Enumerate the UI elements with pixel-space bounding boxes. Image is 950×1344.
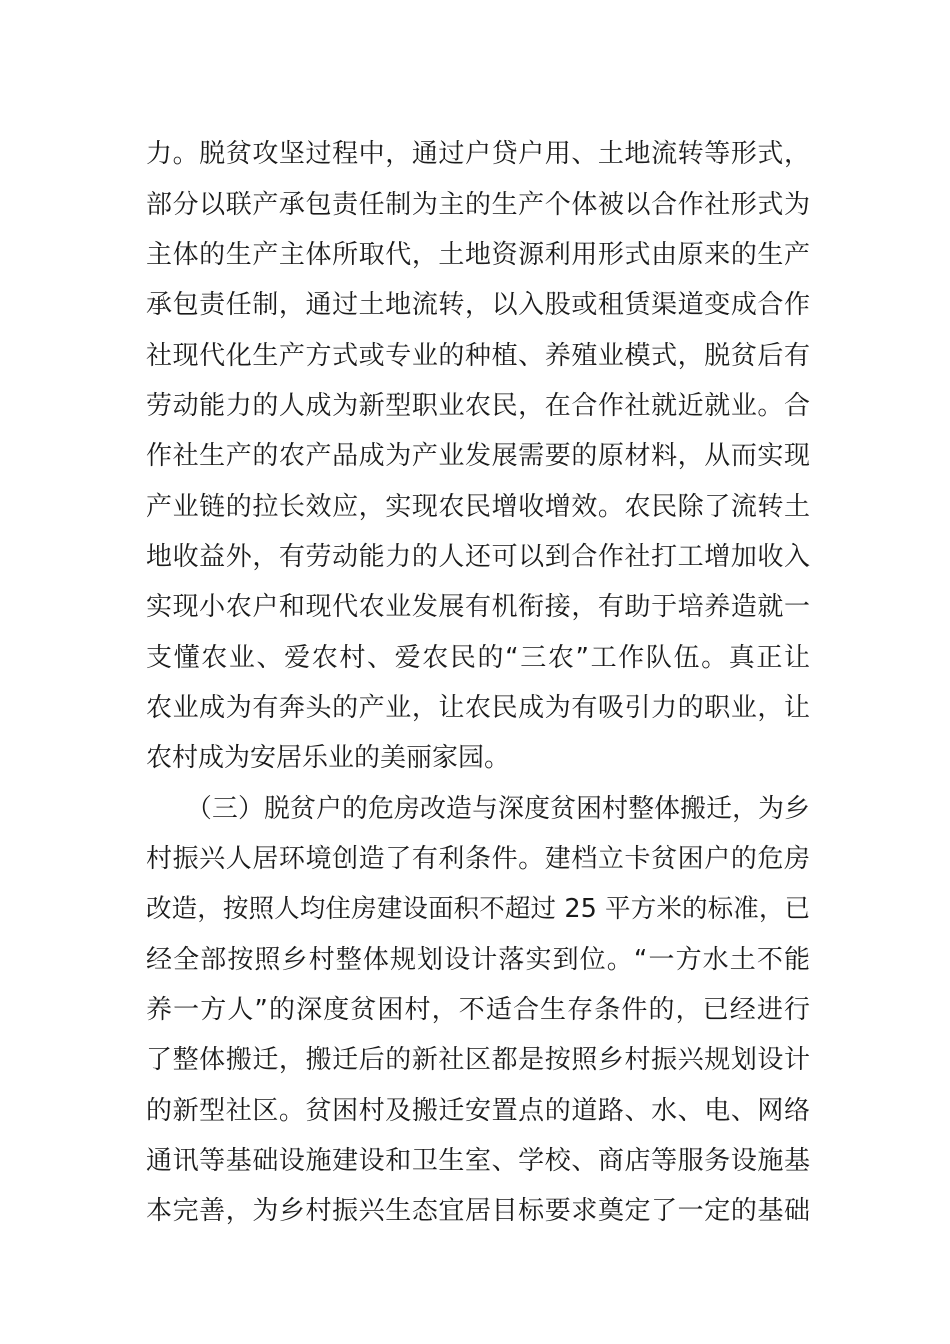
paragraph-line: 部分以联产承包责任制为主的生产个体被以合作社形式为	[146, 190, 810, 220]
paragraph-line: （三）脱贫户的危房改造与深度贫困村整体搬迁，为乡	[186, 794, 810, 824]
paragraph-line: 主体的生产主体所取代，土地资源利用形式由原来的生产	[146, 240, 810, 270]
paragraph-line: 农业成为有奔头的产业，让农民成为有吸引力的职业，让	[146, 693, 810, 723]
paragraph-line: 养一方人”的深度贫困村，不适合生存条件的，已经进行	[146, 995, 810, 1025]
paragraph-line: 支懂农业、爱农村、爱农民的“三农”工作队伍。真正让	[146, 643, 810, 673]
paragraph-line: 承包责任制，通过土地流转，以入股或租赁渠道变成合作	[146, 290, 810, 320]
paragraph-line: 作社生产的农产品成为产业发展需要的原材料，从而实现	[146, 441, 810, 471]
paragraph-line: 通讯等基础设施建设和卫生室、学校、商店等服务设施基	[146, 1146, 810, 1176]
paragraph-line: 村振兴人居环境创造了有利条件。建档立卡贫困户的危房	[146, 844, 810, 874]
paragraph-line: 产业链的拉长效应，实现农民增收增效。农民除了流转土	[146, 492, 810, 522]
paragraph-line: 实现小农户和现代农业发展有机衔接，有助于培养造就一	[146, 592, 810, 622]
paragraph-line: 改造，按照人均住房建设面积不超过 25 平方米的标准，已	[146, 894, 810, 924]
paragraph-line: 了整体搬迁，搬迁后的新社区都是按照乡村振兴规划设计	[146, 1045, 810, 1075]
paragraph-line: 力。脱贫攻坚过程中，通过户贷户用、土地流转等形式，	[146, 139, 810, 169]
paragraph-line: 社现代化生产方式或专业的种植、养殖业模式，脱贫后有	[146, 341, 810, 371]
paragraph-line: 地收益外，有劳动能力的人还可以到合作社打工增加收入	[146, 542, 810, 572]
paragraph-line: 农村成为安居乐业的美丽家园。	[146, 743, 511, 773]
paragraph-line: 经全部按照乡村整体规划设计落实到位。“一方水土不能	[146, 945, 810, 975]
paragraph-line: 的新型社区。贫困村及搬迁安置点的道路、水、电、网络	[146, 1096, 810, 1126]
paragraph-line: 本完善，为乡村振兴生态宜居目标要求奠定了一定的基础	[146, 1196, 810, 1226]
paragraph-line: 劳动能力的人成为新型职业农民，在合作社就近就业。合	[146, 391, 810, 421]
